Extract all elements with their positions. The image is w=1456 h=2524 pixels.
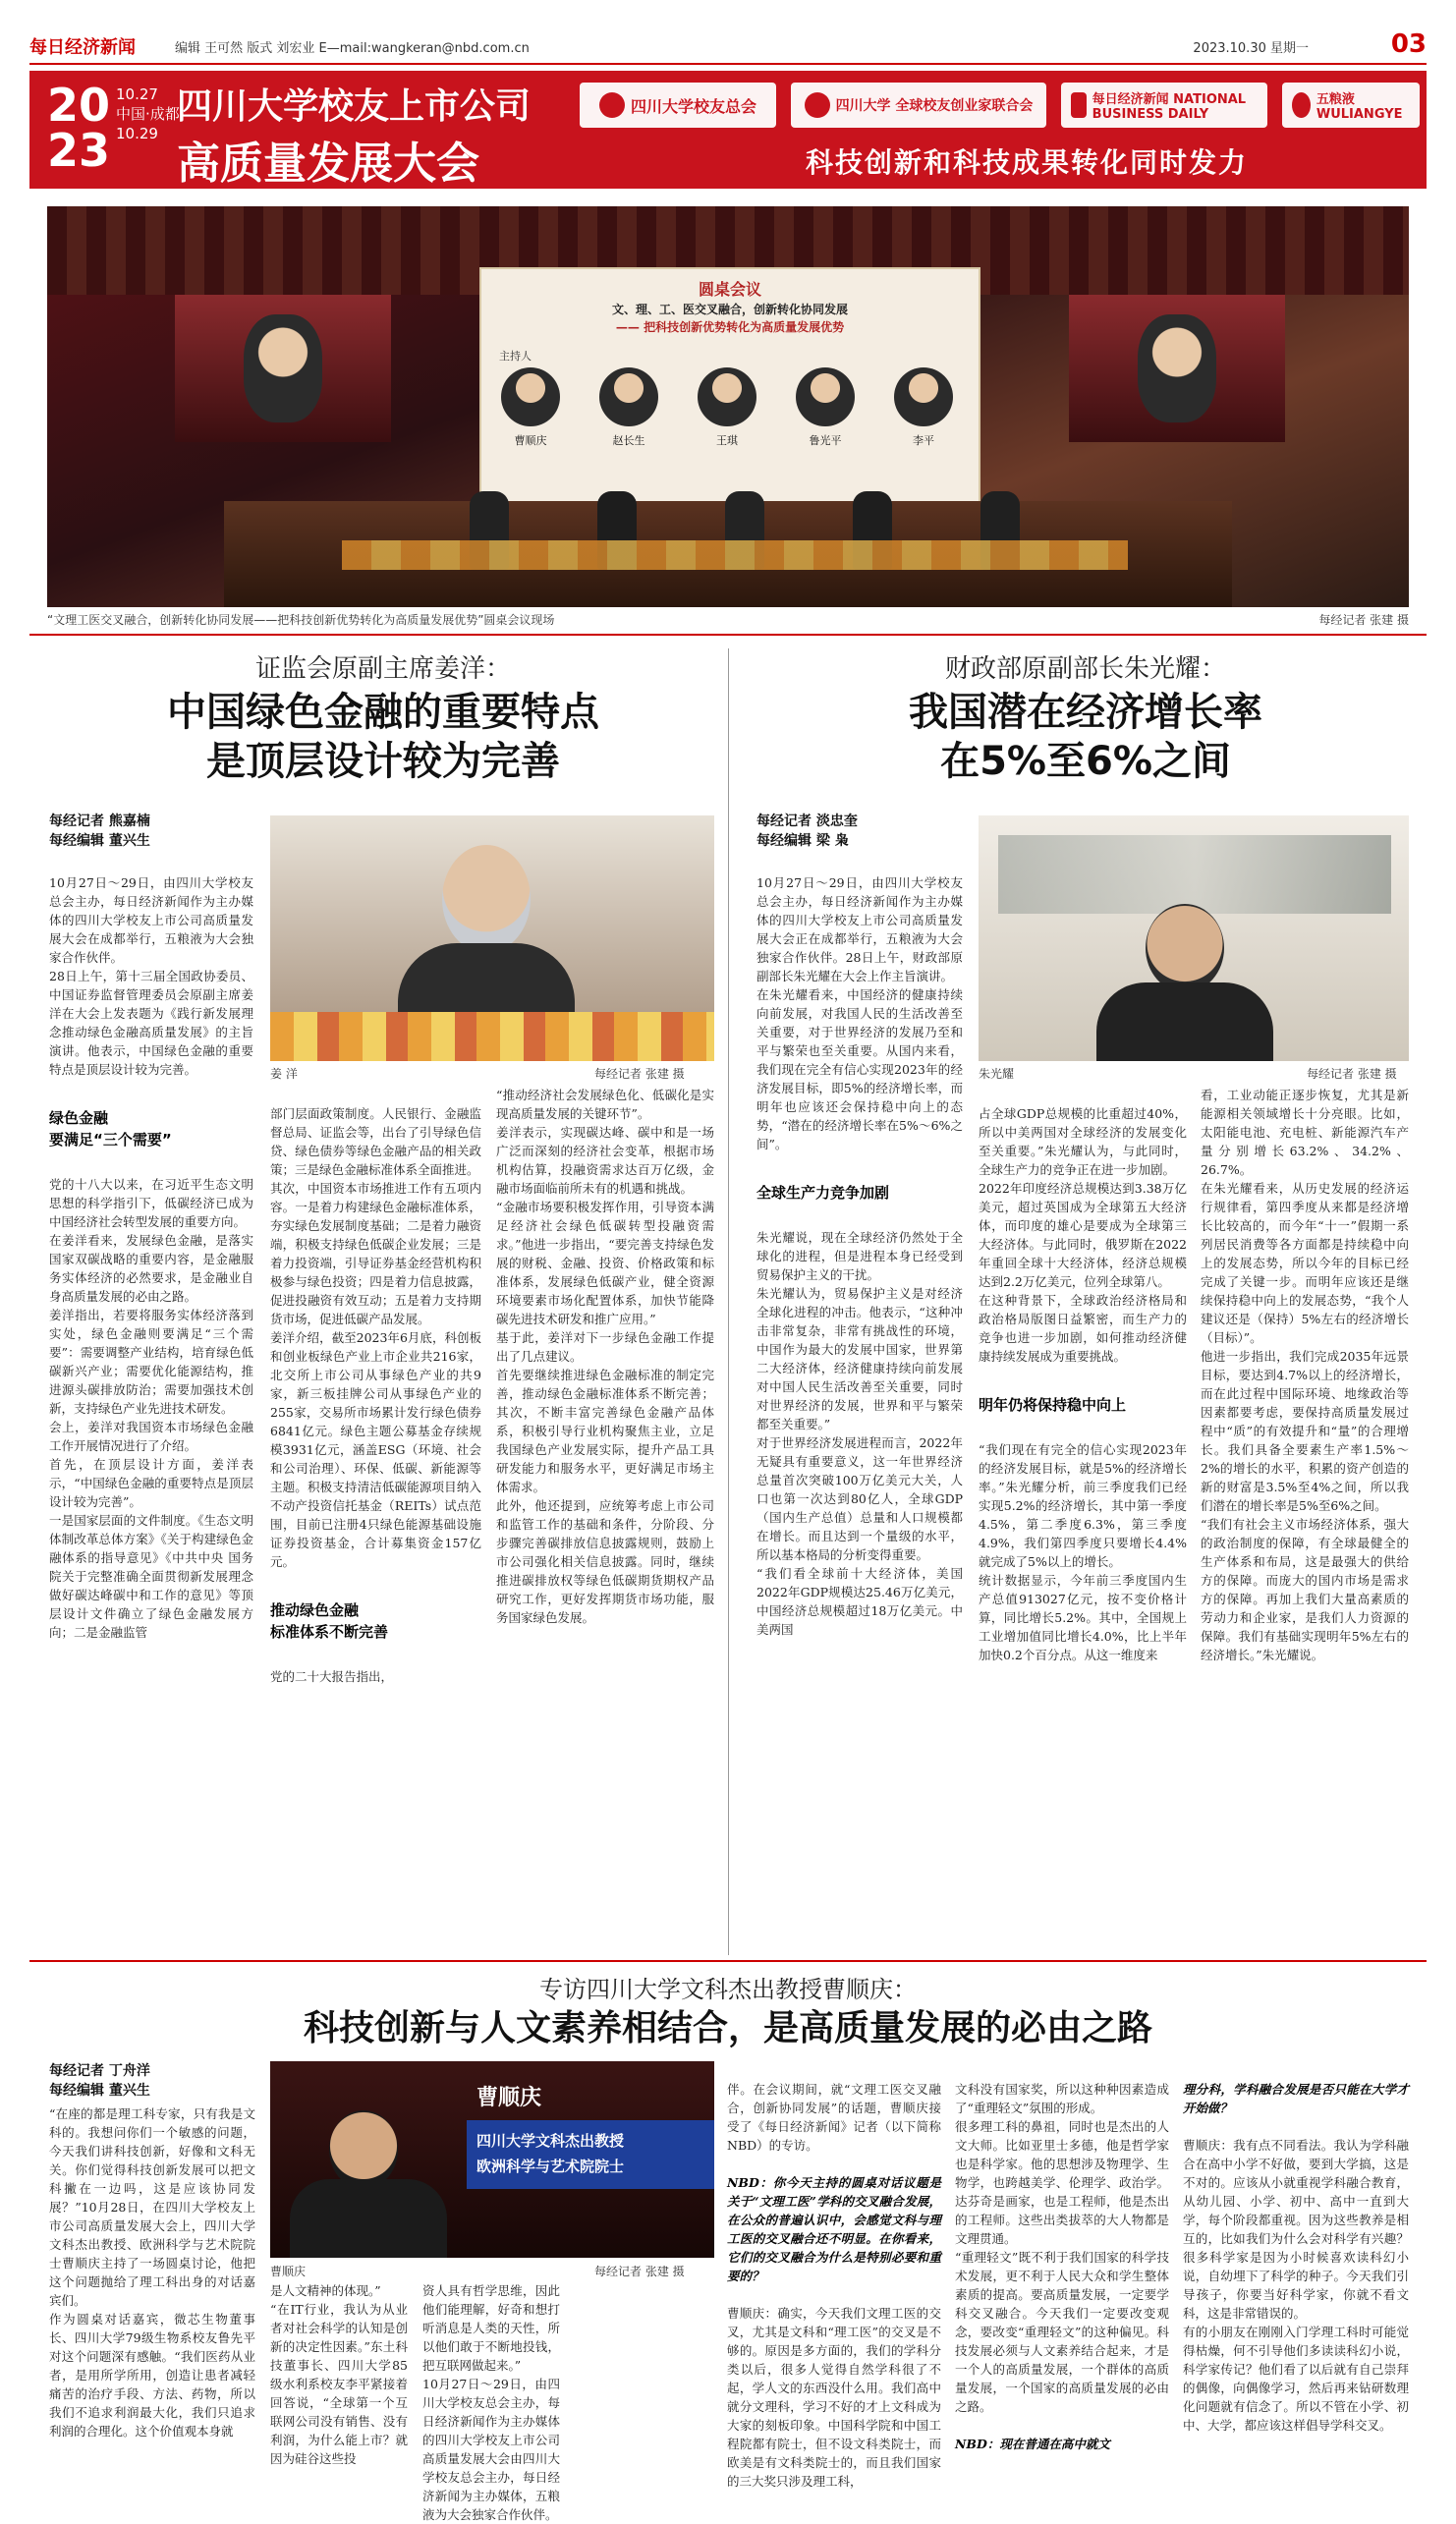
- article2-column2: 占全球GDP总规模的比重超过40%，所以中美两国对全球经济的发展变化至关重要。”朱光耀认为，与此同时，全球生产力的竞争正在进一步加剧。 2022年印度经济总规模达到3.38万亿美元，超过英国成为全球第五大经济体，而印度的雄心是要成为全球第三大经济体。与此同时，俄罗斯在2022年重回全球十大经济体，经济总规模达到2.2万亿美元，位列全球第八。 在这种背景下，全球政治经济格局和政治格局版图日益繁密，而生产力的竞争也进一步加剧，如何推动经济健康持续发展成为重要挑战。 明年仍将保持稳中向上 “我们现在有完全的信心实现2023年的经济发展目标，就是5%的经济增长率。”朱光耀分析，前三季度我们已经实现5.2%的经济增长，其中第一季度4.5%，第二季度6.3%，第三季度4.9%，我们第四季度只要增长4.4%就完成了5%以上的增长。 统计数据显示，今年前三季度国内生产总值913027亿元，按不变价格计算，同比增长5.2%。其中，全国规上工业增加值同比增长4.0%，比上半年加快0.2个百分点。从这一维度来: [979, 1106, 1187, 1662]
- jiang-yang-caption: 姜 洋: [270, 1067, 298, 1081]
- nbd-logo-icon: [1071, 92, 1087, 118]
- issue-date: 2023.10.30 星期一: [1193, 41, 1309, 56]
- top-photo-caption: “文理工医交叉融合，创新转化协同发展——把科技创新优势转化为高质量发展优势”圆桌会议现场: [47, 613, 555, 627]
- article3-headline: 科技创新与人文素养相结合，是高质量发展的必由之路: [303, 2008, 1152, 2048]
- article3-column2: 是人文精神的体现。” “在IT行业，我认为从业者对社会科学的认知是创新的决定性因素。”东土科技董事长、四川大学85级水利系校友李平紧接着回答说，“全球第一个互联网公司没有销售、没有利润，为什么能上市？就因为硅谷这些投: [270, 2283, 408, 2466]
- column-rule: [728, 648, 729, 1955]
- speaker-suit: [1096, 982, 1273, 1061]
- cao-shunqing-photo: [270, 2061, 714, 2258]
- speaker-face: [1146, 904, 1224, 992]
- jiang-yang-photo: [270, 815, 714, 1061]
- article3-byline: 每经记者 丁舟洋 每经编辑 董兴生: [49, 2063, 150, 2099]
- wuliangye-logo-icon: [1292, 92, 1311, 118]
- article1-headline-line2: 是顶层设计较为完善: [206, 739, 560, 784]
- panelist-name: 王琪: [716, 434, 738, 447]
- zhu-credit: 每经记者 张建 摄: [1307, 1067, 1397, 1081]
- banner-title-line1: 四川大学校友上市公司: [177, 85, 532, 127]
- logo-wuliangye: 五粮液 WULIANGYE: [1282, 83, 1420, 128]
- logo-nbd: 每日经济新闻 NATIONAL BUSINESS DAILY: [1061, 83, 1267, 128]
- panelist-name: 李平: [913, 434, 934, 447]
- section-divider: [29, 1960, 1427, 1962]
- panelist-portrait: [796, 367, 855, 426]
- article3-column5: 文科没有国家奖，所以这种种因素造成了“重理轻文”氛围的形成。 很多理工科的鼻祖，同时也是杰出的人文大师。比如亚里士多德，他是哲学家也是科学家。他的思想涉及物理学、生物学，也跨越美学、伦理学、政治学。达芬奇是画家，也是工程师，他是杰出的工程师。这些出类拔萃的大人物都是文理贯通。 “重理轻文”既不利于我们国家的科学技术发展，更不利于人民大众和学生整体素质的提高。要高质量发展，一定要学科交叉融合。今天我们一定要改变观念，要改变“重理轻文”的这种偏见。科技发展必须与人文素养结合起来，才是一个人的高质量发展，一个群体的高质量发展，一个国家的高质量发展的必由之路。 NBD：现在普通在高中就文: [955, 2082, 1169, 2451]
- speaker-face: [329, 2110, 398, 2189]
- banner-year: 20 23: [47, 79, 111, 177]
- banner-title-line2: 高质量发展大会: [177, 139, 479, 189]
- article1-byline: 每经记者 熊嘉楠 每经编辑 董兴生: [49, 813, 150, 849]
- screen-speaker-name: 曹顺庆: [476, 2086, 542, 2110]
- panelist-portrait: [501, 367, 560, 426]
- panelist-name: 赵长生: [612, 434, 645, 447]
- editor-meta: 编辑 王可然 版式 刘宏业 E—mail:wangkeran@nbd.com.cn: [175, 41, 530, 56]
- speaker-title-card: 四川大学文科杰出教授 欧洲科学与艺术院院士: [467, 2120, 714, 2189]
- panelist-name: 鲁光平: [809, 434, 842, 447]
- stage-screen: [479, 267, 980, 503]
- article2-headline-line2: 在5%至6%之间: [940, 739, 1231, 784]
- page-header: [29, 29, 1427, 65]
- article1-column1: 10月27日～29日，由四川大学校友总会主办，每日经济新闻作为主办媒体的四川大学校友上市公司高质量发展大会在成都举行，五粮液为大会独家合作伙伴。 28日上午，第十三届全国政协委员、中国证券监督管理委员会原副主席姜洋在大会上发表题为《践行新发展理念推动绿色金融高质量发展》的主旨演讲。他表示，中国绿色金融的重要特点是顶层设计较为完善。 绿色金融 要满足“三个需要” 党的十八大以来，在习近平生态文明思想的科学指引下，低碳经济已成为中国经济社会转型发展的重要方向。 在姜洋看来，发展绿色金融，是落实国家双碳战略的重要内容，是金融服务实体经济的必然要求，是金融业自身高质量发展的必由之路。 姜洋指出，若要将服务实体经济落到实处，绿色金融则要满足“三个需要”：需要调整产业结构，培育绿色低碳新兴产业；需要优化能源结构，推进源头碳排放防治；需要加强技术创新，支持绿色产业先进技术研发。 会上，姜洋对我国资本市场绿色金融工作开展情况进行了介绍。 首先，在顶层设计方面，姜洋表示，“中国绿色金融的重要特点是顶层设计较为完善”。 一是国家层面的文件制度。《生态文明体制改革总体方案》《关于构建绿色金融体系的指导意见》《中共中央 国务院关于完整准确全面贯彻新发展理念 做好碳达峰碳中和工作的意见》等顶层设计文件确立了绿色金融发展方向；二是金融监管: [49, 875, 253, 1640]
- speaker-suit: [290, 2179, 447, 2258]
- flowers: [270, 1012, 714, 1061]
- landscape-painting: [998, 835, 1391, 914]
- screen-title2: —— 把科技创新优势转化为高质量发展优势: [615, 320, 845, 334]
- left-screen: [175, 295, 391, 442]
- right-screen: [1069, 295, 1285, 442]
- page-number: 03: [1390, 29, 1427, 59]
- article1-column2: 部门层面政策制度。人民银行、金融监督总局、证监会等，出台了引导绿色信贷、绿色债券等绿色金融产品的相关政策；三是绿色金融标准体系全面推进。 其次，中国资本市场推进工作有五项内容。一是着力构建绿色金融标准体系，夯实绿色发展制度基础；二是着力融资端，积极支持绿色低碳企业发展；三是着力投资端，引导证券基金经营机构积极参与绿色投资；四是着力信息披露，促进投融资有效互动；五是着力支持期货市场，促进低碳产品发展。 姜洋介绍，截至2023年6月底，科创板和创业板绿色产业上市企业共216家，北交所上市公司从事绿色产业的共9家，新三板挂牌公司从事绿色产业的255家，交易所市场累计发行绿色债券6841亿元。绿色主题公募基金存续规模3931亿元，涵盖ESG（环境、社会和公司治理）、环保、低碳、新能源等主题。积极支持清洁低碳能源项目纳入不动产投资信托基金（REITs）试点范围，目前已注册4只绿色能源基础设施证券投资基金，合计募集资金157亿元。 推动绿色金融 标准体系不断完善 党的二十大报告指出，: [270, 1106, 481, 1684]
- banner-slogan: 科技创新和科技成果转化同时发力: [806, 146, 1249, 179]
- jiang-yang-credit: 每经记者 张建 摄: [594, 1067, 685, 1081]
- screen-label: 圆桌会议: [698, 280, 761, 299]
- zhu-guangyao-photo: [979, 815, 1409, 1061]
- article2-headline-line1: 我国潜在经济增长率: [909, 690, 1262, 735]
- article3-kicker: 专访四川大学文科杰出教授曹顺庆：: [539, 1976, 917, 2003]
- article3-column6: 理分科，学科融合发展是否只能在大学才开始做？ 曹顺庆：我有点不同看法。我认为学科融合在高中小学不好做，要到大学搞，这是不对的。应该从小就重视学科融合教育，从幼儿园、小学、初中、高中一直到大学，每个阶段都重视。因为这些教养是相互的，比如我们为什么会对科学有兴趣？很多科学家是因为小时候喜欢读科幻小说，自幼埋下了科学的种子。今天我们引导孩子，你要当好科学家，你就不看文科，这是非常错误的。 有的小朋友在刚刚入门学理工科时可能觉得枯燥，何不引导他们多读读科幻小说，科学家传记？他们看了以后就有自己崇拜的偶像，向偶像学习，然后再来钻研数理化问题就有信念了。所以不管在小学、初中、大学，都应该这样倡导学科交叉。: [1183, 2082, 1409, 2433]
- banner-dates: 10.27 中国·成都 10.29: [116, 85, 180, 142]
- cao-credit: 每经记者 张建 摄: [594, 2265, 685, 2278]
- event-banner: [29, 71, 1427, 189]
- flower-arrangement: [342, 540, 1128, 570]
- speaker-on-screen: [1138, 314, 1216, 422]
- article2-byline: 每经记者 淡忠奎 每经编辑 梁 枭: [756, 813, 858, 849]
- speaker-face: [442, 845, 531, 953]
- roundtable-photo: [47, 206, 1409, 607]
- panelist-portrait: [599, 367, 658, 426]
- article1-kicker: 证监会原副主席姜洋：: [254, 654, 511, 684]
- logo-entrepreneur-union: 四川大学 全球校友创业家联合会: [791, 83, 1046, 128]
- host-label: 主持人: [499, 350, 532, 363]
- badge-icon: [805, 92, 830, 118]
- article3-column4: 伴。在会议期间，就“文理工医交叉融合，创新协同发展”的话题，曹顺庆接受了《每日经济新闻》记者（以下简称NBD）的专访。 NBD：你今天主持的圆桌对话议题是关于“文理工医”学科的交叉融合发展，在公众的普遍认识中，会感觉文科与理工医的交叉融合还不明显。在你看来，它们的交叉融合为什么是特别必要和重要的？ 曹顺庆：确实，今天我们文理工医的交叉，尤其是文科和“理工医”的交叉是不够的。原因是多方面的，我们的学科分类以后，很多人觉得自然学科很了不起，学人文的东西没什么用。我们高中就分文理科，学习不好的才上文科成为大家的刻板印象。中国科学院和中国工程院都有院士，但不设文科类院士，而欧美是有文科类院士的，而且我们国家的三大奖只涉及理工科，: [727, 2082, 941, 2489]
- article3-column3: 资人具有哲学思维，因此他们能理解，好奇和想打听消息是人类的天性，所以他们敢于不断地投钱，把互联网做起来。” 10月27日～29日，由四川大学校友总会主办，每日经济新闻作为主办媒体的四川大学校友上市公司高质量发展大会由四川大学校友总会主办，每日经济新闻为主办媒体，五粮液为大会独家合作伙伴。: [422, 2283, 560, 2522]
- screen-title1: 文、理、工、医交叉融合，创新转化协同发展: [611, 303, 848, 316]
- cao-caption: 曹顺庆: [270, 2265, 307, 2278]
- speaker-on-screen: [244, 314, 322, 422]
- newspaper-brand: 每日经济新闻: [29, 37, 136, 58]
- article1-headline-line1: 中国绿色金融的重要特点: [167, 690, 599, 735]
- panelist-portrait: [698, 367, 756, 426]
- section-divider: [29, 634, 1427, 636]
- article2-kicker: 财政部原副部长朱光耀：: [944, 654, 1226, 684]
- top-photo-credit: 每经记者 张建 摄: [1318, 613, 1409, 627]
- zhu-caption: 朱光耀: [979, 1067, 1015, 1081]
- article2-column1: 10月27日～29日，由四川大学校友总会主办，每日经济新闻作为主办媒体的四川大学校友上市公司高质量发展大会正在成都举行，五粮液为大会独家合作伙伴。28日上午，财政部原副部长朱光耀在大会上作主旨演讲。 在朱光耀看来，中国经济的健康持续向前发展，对我国人民的生活改善至关重要，对于世界经济的发展乃至和平与繁荣也至关重要。从国内来看，我们现在完全有信心实现2023年的经济发展目标，即5%的经济增长率，而明年也应该还会保持稳中向上的态势，“潜在的经济增长率在5%～6%之间”。 全球生产力竞争加剧 朱光耀说，现在全球经济仍然处于全球化的进程，但是进程本身已经受到贸易保护主义的干扰。 朱光耀认为，贸易保护主义是对经济全球化进程的冲击。他表示，“这种冲击非常复杂，非常有挑战性的环境，中国作为最大的发展中国家，世界第二大经济体，经济健康持续向前发展对中国人民生活改善至关重要，同时对世界经济的发展，世界和平与繁荣都至关重要。” 对于世界经济发展进程而言，2022年无疑具有重要意义，这一年世界经济总量首次突破100万亿美元大关，人口也第一次达到80亿人，全球GDP（国内生产总值）总量和人口规模都在增长。而且达到一个量级的水平，所以基本格局的分析变得重要。 “我们看全球前十大经济体，美国2022年GDP规模达25.46万亿美元，中国经济总规模超过18万亿美元。中美两国: [756, 875, 963, 1637]
- article3-column1: “在座的都是理工科专家，只有我是文科的。我想问你们一个敏感的问题，今天我们讲科技创新，好像和文科无关。你们觉得科技创新发展可以把文科撇在一边吗，这是应该协同发展？”10月28日，在四川大学校友上市公司高质量发展大会上，四川大学文科杰出教授、欧洲科学与艺术院院士曹顺庆主持了一场圆桌讨论，他把这个问题抛给了理工科出身的对话嘉宾们。 作为圆桌对话嘉宾，微芯生物董事长、四川大学79级生物系校友鲁先平对这个问题深有感触。“我们医药从业者，是用所学所用，创造让患者减轻痛苦的治疗手段、方法、药物，所以我们不追求利润最大化，我们只追求利润的合理化。这个价值观本身就: [49, 2106, 255, 2439]
- seal-icon: [599, 92, 625, 118]
- logo-alumni-association: 四川大学校友总会: [580, 83, 776, 128]
- article2-column3: 看，工业动能正逐步恢复，尤其是新能源相关领域增长十分亮眼。比如，太阳能电池、充电桩、新能源汽车产量分别增长63.2%、34.2%、26.7%。 在朱光耀看来，从历史发展的经济运行规律看，第四季度从来都是经济增长比较高的，而今年“十一”假期一系列居民消费等各方面都是持续稳中向上的发展态势，所以今年的目标已经完成了关键一步。而明年应该还是继续保持稳中向上的发展态势，“我个人建议还是（保持）5%左右的经济增长（目标）”。 他进一步指出，我们完成2035年远景目标，要达到4.7%以上的经济增长，而在此过程中国际环境、地缘政治等因素都要考虑，要保持高质量发展过程中“质”的有效提升和“量”的合理增长。我们具备全要素生产率1.5%～2%的增长的水平，积累的资产创造的新的财富是3.5%至4%之间，所以我们潜在的增长率是5%至6%之间。 “我们有社会主义市场经济体系，强大的政治制度的保障，有全球最健全的生产体系和布局，这是最强大的供给方的保障。而庞大的国内市场是需求方的保障。再加上我们大量高素质的劳动力和企业家，是我们人力资源的保障。我们有基础实现明年5%左右的经济增长。”朱光耀说。: [1201, 1088, 1409, 1662]
- article1-column3: “推动经济社会发展绿色化、低碳化是实现高质量发展的关键环节”。 姜洋表示，实现碳达峰、碳中和是一场广泛而深刻的经济社会变革，根据市场机构估算，投融资需求达百万亿级，金融市场面临前所未有的机遇和挑战。 “金融市场要积极发挥作用，引导资本满足经济社会绿色低碳转型投融资需求。”他进一步指出，“要完善支持绿色发展的财税、金融、投资、价格政策和标准体系，发展绿色低碳产业，健全资源环境要素市场化配置体系，加快节能降碳先进技术研发和推广应用。” 基于此，姜洋对下一步绿色金融工作提出了几点建议。 首先要继续推进绿色金融标准的制定完善，推动绿色金融标准体系不断完善；其次，不断丰富完善绿色金融产品体系，积极引导行业机构聚焦主业，立足我国绿色产业发展实际，提升产品工具研发能力和服务水平，更好满足市场主体需求。 此外，他还提到，应统筹考虑上市公司和监管工作的基础和条件，分阶段、分步骤完善碳排放信息披露规则，鼓励上市公司强化相关信息披露。同时，继续推进碳排放权等绿色低碳期货期权产品研究工作，更好发挥期货市场功能，服务国家绿色发展。: [496, 1088, 714, 1625]
- panelist-name: 曹顺庆: [514, 434, 547, 447]
- panelist-portrait: [894, 367, 953, 426]
